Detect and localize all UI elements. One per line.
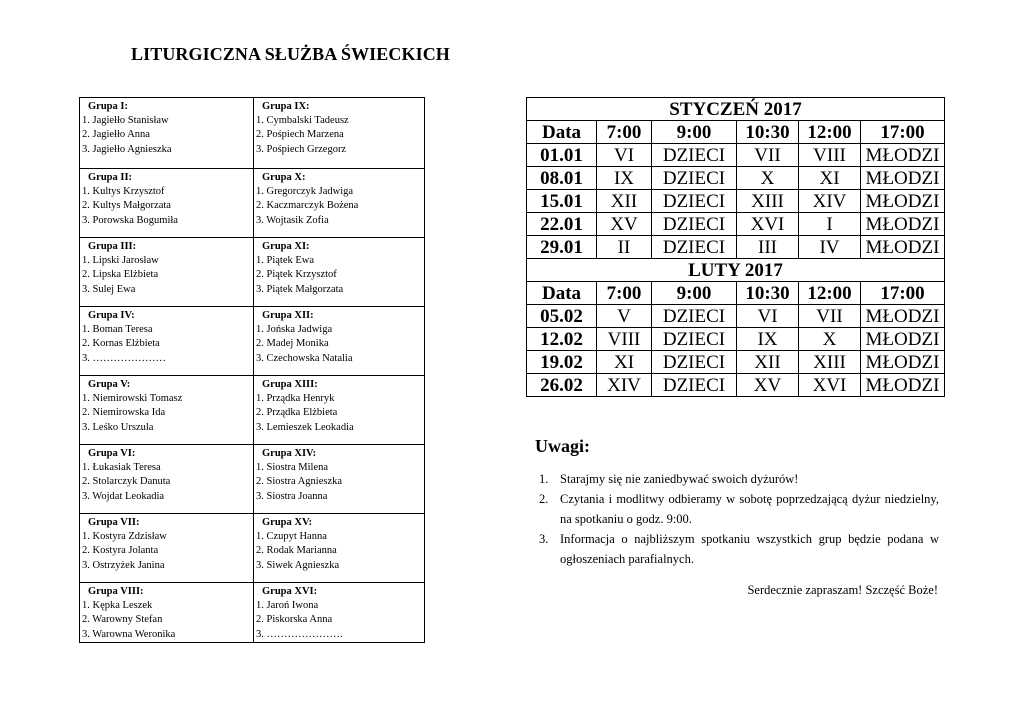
note-number: 3.	[539, 532, 549, 546]
group-cell	[254, 307, 425, 376]
schedule-header-cell: 17:00	[861, 121, 945, 144]
group-member: 2. Piątek Krzysztof	[256, 269, 337, 281]
schedule-cell: XIV	[799, 190, 861, 213]
schedule-header-cell: 17:00	[861, 282, 945, 305]
schedule-cell: DZIECI	[652, 167, 737, 190]
group-row	[80, 583, 425, 643]
group-member: 1. Gregorczyk Jadwiga	[256, 186, 354, 198]
schedule-header-cell: Data	[527, 282, 597, 305]
group-name: Grupa XIII:	[262, 379, 318, 390]
schedule-cell: XV	[737, 374, 799, 397]
month-row	[527, 98, 945, 121]
schedule-cell: VIII	[799, 144, 861, 167]
schedule-row	[527, 190, 945, 213]
group-cell	[254, 583, 425, 643]
schedule-cell: DZIECI	[652, 144, 737, 167]
group-member: 2. Rodak Marianna	[256, 545, 337, 557]
group-cell	[80, 445, 254, 514]
group-member: 2. Kostyra Jolanta	[82, 545, 159, 557]
note-number: 1.	[539, 472, 549, 486]
group-member: 2. Prządka Elżbieta	[256, 407, 338, 419]
group-name: Grupa XV:	[262, 517, 313, 528]
group-name: Grupa III:	[88, 241, 137, 252]
group-name: Grupa IX:	[262, 101, 310, 112]
note-number: 2.	[539, 492, 549, 506]
schedule-cell: MŁODZI	[861, 213, 945, 236]
group-member: 1. Jońska Jadwiga	[256, 324, 333, 336]
group-row	[80, 238, 425, 307]
schedule-header-cell: 10:30	[737, 282, 799, 305]
schedule-cell: IX	[737, 328, 799, 351]
groups-table	[79, 97, 425, 643]
group-row	[80, 169, 425, 238]
group-member: 1. Lipski Jarosław	[82, 255, 159, 267]
group-member: 2. Jagiełło Anna	[82, 129, 150, 141]
group-cell	[80, 583, 254, 643]
schedule-header-cell: 12:00	[799, 121, 861, 144]
schedule-cell: XI	[799, 167, 861, 190]
schedule-date: 05.02	[527, 305, 597, 328]
group-member: 2. Warowny Stefan	[82, 614, 163, 626]
group-member: 1. Jagiełło Stanisław	[82, 115, 169, 127]
group-cell	[80, 238, 254, 307]
month-title: STYCZEŃ 2017	[527, 98, 945, 121]
group-member: 3. Leśko Urszula	[82, 421, 154, 433]
schedule-cell: II	[597, 236, 652, 259]
group-member: 2. Kornas Elżbieta	[82, 338, 160, 350]
notes-list	[534, 469, 939, 569]
group-cell	[254, 98, 425, 169]
group-member: 1. Kultys Krzysztof	[82, 186, 165, 198]
group-member: 1. Piątek Ewa	[256, 255, 315, 267]
note-text: Starajmy się nie zaniedbywać swoich dyżurów!	[560, 472, 799, 486]
schedule-cell: VI	[597, 144, 652, 167]
schedule-cell: DZIECI	[652, 213, 737, 236]
schedule-cell: DZIECI	[652, 328, 737, 351]
group-member: 3. …………………	[82, 352, 166, 364]
group-member: 1. Siostra Milena	[256, 462, 329, 474]
schedule-date: 08.01	[527, 167, 597, 190]
group-name: Grupa XIV:	[262, 448, 317, 459]
group-name: Grupa VIII:	[88, 586, 144, 597]
schedule-cell: MŁODZI	[861, 236, 945, 259]
group-member: 2. Piskorska Anna	[256, 614, 333, 626]
group-member: 3. ………………….	[256, 628, 343, 640]
schedule-header-cell: 10:30	[737, 121, 799, 144]
group-member: 1. Prządka Henryk	[256, 393, 335, 405]
schedule-cell: XII	[597, 190, 652, 213]
group-member: 2. Kultys Małgorzata	[82, 200, 171, 212]
group-member: 2. Kaczmarczyk Bożena	[256, 200, 359, 212]
schedule-cell: VIII	[597, 328, 652, 351]
group-cell	[80, 98, 254, 169]
group-member: 1. Czupyt Hanna	[256, 531, 327, 543]
group-name: Grupa X:	[262, 172, 306, 183]
schedule-date: 29.01	[527, 236, 597, 259]
schedule-cell: MŁODZI	[861, 167, 945, 190]
schedule-row	[527, 236, 945, 259]
group-name: Grupa XVI:	[262, 586, 318, 597]
group-cell	[254, 169, 425, 238]
note-item	[534, 489, 939, 529]
schedule-date: 26.02	[527, 374, 597, 397]
schedule-row	[527, 144, 945, 167]
group-member: 1. Kostyra Zdzisław	[82, 531, 167, 543]
schedule-cell: III	[737, 236, 799, 259]
notes-section	[534, 436, 939, 569]
schedule-cell: VII	[799, 305, 861, 328]
schedule-cell: DZIECI	[652, 305, 737, 328]
schedule-cell: DZIECI	[652, 190, 737, 213]
schedule-cell: XI	[597, 351, 652, 374]
group-name: Grupa VII:	[88, 517, 140, 528]
group-name: Grupa XI:	[262, 241, 310, 252]
group-member: 3. Wojdat Leokadia	[82, 490, 165, 502]
schedule-row	[527, 167, 945, 190]
schedule-date: 12.02	[527, 328, 597, 351]
group-member: 1. Kępka Leszek	[82, 600, 153, 612]
group-member: 1. Cymbalski Tadeusz	[256, 115, 349, 127]
schedule-row	[527, 328, 945, 351]
schedule-header-row	[527, 121, 945, 144]
month-row	[527, 259, 945, 282]
schedule-row	[527, 305, 945, 328]
schedule-header-cell: 7:00	[597, 121, 652, 144]
group-cell	[80, 169, 254, 238]
group-member: 3. Siwek Agnieszka	[256, 559, 340, 571]
schedule-cell: MŁODZI	[861, 144, 945, 167]
schedule-cell: MŁODZI	[861, 374, 945, 397]
group-member: 2. Lipska Elżbieta	[82, 269, 159, 281]
schedule-cell: DZIECI	[652, 236, 737, 259]
group-cell	[80, 514, 254, 583]
schedule-cell: V	[597, 305, 652, 328]
group-member: 3. Siostra Joanna	[256, 490, 328, 502]
page-title: LITURGICZNA SŁUŻBA ŚWIECKICH	[131, 44, 450, 64]
group-member: 2. Pośpiech Marzena	[256, 129, 344, 141]
group-member: 2. Niemirowska Ida	[82, 407, 166, 419]
group-row	[80, 376, 425, 445]
schedule-header-cell: 9:00	[652, 121, 737, 144]
schedule-header-cell: 7:00	[597, 282, 652, 305]
group-member: 3. Warowna Weronika	[82, 628, 176, 640]
group-member: 1. Boman Teresa	[82, 324, 153, 336]
note-item	[534, 529, 939, 569]
schedule-cell: XIII	[737, 190, 799, 213]
schedule-cell: XIV	[597, 374, 652, 397]
group-name: Grupa I:	[88, 101, 128, 112]
group-member: 3. Piątek Małgorzata	[256, 283, 344, 295]
schedule-date: 01.01	[527, 144, 597, 167]
group-name: Grupa XII:	[262, 310, 314, 321]
schedule-cell: IV	[799, 236, 861, 259]
schedule-cell: X	[737, 167, 799, 190]
group-member: 2. Siostra Agnieszka	[256, 476, 343, 488]
schedule-table	[526, 97, 945, 397]
group-member: 3. Porowska Bogumiła	[82, 214, 178, 226]
group-member: 2. Madej Monika	[256, 338, 329, 350]
group-cell	[254, 238, 425, 307]
schedule-cell: I	[799, 213, 861, 236]
schedule-cell: MŁODZI	[861, 328, 945, 351]
group-cell	[80, 307, 254, 376]
schedule-cell: XVI	[737, 213, 799, 236]
group-row	[80, 514, 425, 583]
group-member: 1. Jaroń Iwona	[256, 600, 319, 612]
group-name: Grupa II:	[88, 172, 133, 183]
note-text: Czytania i modlitwy odbieramy w sobotę poprzedzającą dyżur niedzielny, na spotkaniu o godz. 9:00.	[560, 492, 939, 526]
group-member: 3. Ostrzyżek Janina	[82, 559, 165, 571]
notes-title: Uwagi:	[535, 436, 590, 456]
group-member: 3. Jagiełło Agnieszka	[82, 143, 172, 155]
schedule-cell: IX	[597, 167, 652, 190]
schedule-cell: MŁODZI	[861, 305, 945, 328]
schedule-header-row	[527, 282, 945, 305]
schedule-cell: XVI	[799, 374, 861, 397]
group-member: 3. Wojtasik Zofia	[256, 214, 329, 226]
group-row	[80, 307, 425, 376]
group-member: 2. Stolarczyk Danuta	[82, 476, 171, 488]
schedule-cell: DZIECI	[652, 351, 737, 374]
schedule-cell: MŁODZI	[861, 190, 945, 213]
group-name: Grupa V:	[88, 379, 131, 390]
schedule-cell: XIII	[799, 351, 861, 374]
group-member: 3. Sulej Ewa	[82, 283, 136, 295]
group-member: 1. Niemirowski Tomasz	[82, 393, 183, 405]
schedule-row	[527, 351, 945, 374]
group-cell	[254, 445, 425, 514]
schedule-cell: XII	[737, 351, 799, 374]
group-member: 3. Lemieszek Leokadia	[256, 421, 354, 433]
group-row	[80, 445, 425, 514]
group-cell	[254, 376, 425, 445]
note-item	[534, 469, 939, 489]
group-cell	[80, 376, 254, 445]
schedule-header-cell: Data	[527, 121, 597, 144]
schedule-cell: VII	[737, 144, 799, 167]
schedule-date: 19.02	[527, 351, 597, 374]
schedule-row	[527, 213, 945, 236]
schedule-header-cell: 12:00	[799, 282, 861, 305]
group-member: 3. Pośpiech Grzegorz	[256, 143, 347, 155]
closing-text: Serdecznie zapraszam! Szczęść Boże!	[747, 583, 938, 597]
schedule-cell: VI	[737, 305, 799, 328]
schedule-row	[527, 374, 945, 397]
group-name: Grupa IV:	[88, 310, 135, 321]
schedule-date: 22.01	[527, 213, 597, 236]
group-member: 1. Łukasiak Teresa	[82, 462, 161, 474]
schedule-cell: MŁODZI	[861, 351, 945, 374]
schedule-cell: XV	[597, 213, 652, 236]
note-text: Informacja o najbliższym spotkaniu wszystkich grup będzie podana w ogłoszeniach parafialnych.	[560, 532, 939, 566]
group-name: Grupa VI:	[88, 448, 136, 459]
schedule-header-cell: 9:00	[652, 282, 737, 305]
schedule-date: 15.01	[527, 190, 597, 213]
schedule-cell: X	[799, 328, 861, 351]
group-row	[80, 98, 425, 169]
schedule-cell: DZIECI	[652, 374, 737, 397]
group-cell	[254, 514, 425, 583]
group-member: 3. Czechowska Natalia	[256, 352, 353, 364]
month-title: LUTY 2017	[527, 259, 945, 282]
